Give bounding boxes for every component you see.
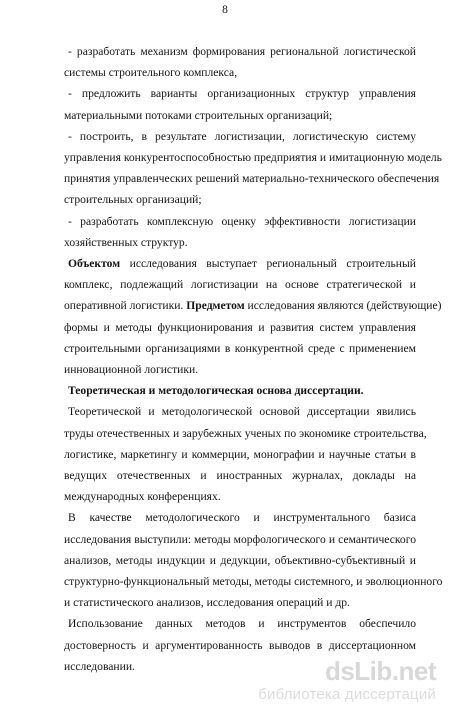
- watermark-logo: dsLib.net: [324, 656, 436, 686]
- text-line: исследования выступили: методы морфологического и семантического: [64, 532, 416, 546]
- paragraph-task-2: [64, 83, 416, 125]
- text-line: [64, 253, 416, 274]
- text-line: международных конференциях.: [64, 490, 221, 504]
- page-number: 8: [222, 4, 228, 16]
- text-line: исследовании.: [64, 659, 135, 673]
- text-line: инновационной логистики.: [64, 363, 199, 377]
- paragraph-methods: [64, 507, 443, 613]
- text-fragment: оперативной логистики.: [64, 299, 187, 313]
- bold-term-object: Объектом: [68, 257, 121, 271]
- text-line: ведущих отечественных и иностранных журналах, доклады на: [64, 469, 416, 483]
- text-line: - построить, в результате логистизации, логистическую систему: [68, 129, 416, 143]
- text-line: хозяйственных структур.: [64, 235, 188, 249]
- text-fragment: исследования являются (действующие): [244, 299, 442, 313]
- text-line: принятия управленческих решений материально-технического обеспечения: [64, 172, 440, 186]
- text-fragment: исследования выступает региональный строительный: [120, 257, 416, 271]
- text-line: и статистического анализов, исследования операций и др.: [64, 596, 350, 610]
- text-line: [64, 295, 442, 316]
- watermark-subtitle: библиотека диссертаций: [258, 686, 436, 703]
- text-line: структурно-функциональный методы, методы системного, и эволюционного: [64, 575, 443, 589]
- document-body: [64, 41, 443, 677]
- text-line: комплекс, подлежащий логистизации на основе стратегической и: [64, 278, 416, 292]
- text-line: логистике, маркетингу и коммерции, монографии и научные статьи в: [64, 447, 416, 461]
- text-line: строительными организациями в конкурентной среде с применением: [64, 341, 416, 355]
- text-line: В качестве методологического и инструментального базиса: [68, 511, 416, 525]
- text-line: анализов, методы индукции и дедукции, объективно-субъективный и: [64, 553, 416, 567]
- section-heading: [64, 380, 416, 401]
- text-line: достоверность и аргументированность выводов в диссертационном: [64, 638, 416, 652]
- text-line: формы и методы функционирования и развития систем управления: [64, 320, 416, 334]
- text-line: Использование данных методов и инструментов обеспечило: [68, 617, 416, 631]
- watermark: [238, 656, 438, 708]
- text-line: труды отечественных и зарубежных ученых по экономике строительства,: [64, 426, 427, 440]
- text-line: строительных организаций;: [64, 193, 202, 207]
- text-line: - разработать механизм формирования региональной логистической: [68, 45, 416, 58]
- paragraph-task-4: [64, 211, 416, 253]
- paragraph-task-3: [64, 126, 442, 211]
- text-line: управления конкурентоспособностью предприятия и имитационную модель: [64, 151, 442, 165]
- bold-term-subject: Предметом: [186, 299, 245, 313]
- text-line: Теоретической и методологической основой диссертации явились: [68, 405, 416, 419]
- text-line: Теоретическая и методологическая основа диссертации.: [68, 384, 364, 398]
- paragraph-task-1: [64, 41, 416, 83]
- text-line: материальными потоками строительных организаций;: [64, 108, 333, 122]
- text-line: - предложить варианты организационных структур управления: [68, 87, 416, 101]
- paragraph-theoretical-basis: [64, 401, 427, 507]
- paragraph-object-subject: [64, 253, 442, 380]
- text-line: - разработать комплексную оценку эффективности логистизации: [68, 214, 416, 228]
- text-line: системы строительного комплекса,: [64, 66, 238, 80]
